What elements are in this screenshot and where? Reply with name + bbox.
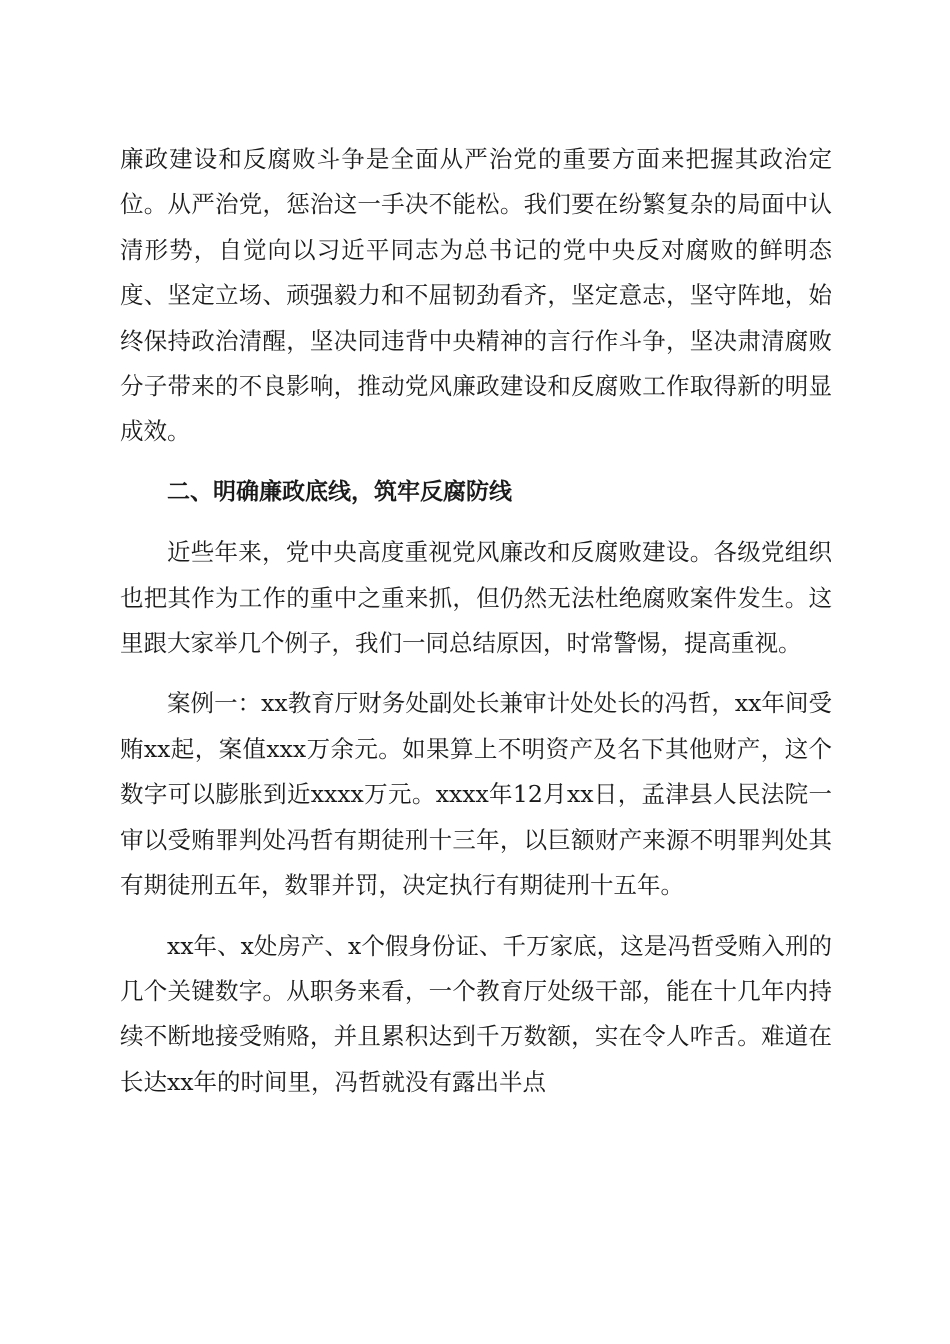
paragraph-spacer bbox=[120, 455, 832, 470]
paragraph-key-numbers: xx年、x处房产、x个假身份证、千万家底，这是冯哲受贿入刑的几个关键数字。从职务来看，一个教育厅处级干部，能在十几年内持续不断地接受贿赂，并且累积达到千万数额，实在令人咋舌。难道在长达xx年的时间里，冯哲就没有露出半点 bbox=[120, 931, 832, 1096]
section-heading-2: 二、明确廉政底线，筑牢反腐防线 bbox=[167, 478, 512, 505]
paragraph-spacer bbox=[120, 515, 832, 530]
paragraph-political-positioning: 廉政建设和反腐败斗争是全面从严治党的重要方面来把握其政治定位。从严治党，惩治这一手决不能松。我们要在纷繁复杂的局面中认清形势，自觉向以习近平同志为总书记的党中央反对腐败的鲜明态度、坚定立场、顽强毅力和不屈韧劲看齐，坚定意志，坚守阵地，始终保持政治清醒，坚决同违背中央精神的言行作斗争，坚决肃清腐败分子带来的不良影响，推动党风廉政建设和反腐败工作取得新的明显成效。 bbox=[120, 145, 832, 446]
paragraph-case-one: 案例一：xx教育厅财务处副处长兼审计处处长的冯哲，xx年间受贿xx起，案值xxx万余元。如果算上不明资产及名下其他财产，这个数字可以膨胀到近xxxx万元。xxxx年12月xx日，孟津县人民法院一审以受贿罪判处冯哲有期徒刑十三年，以巨额财产来源不明罪判处其有期徒刑五年，数罪并罚，决定执行有期徒刑十五年。 bbox=[120, 689, 832, 900]
paragraph-intro-cases: 近些年来，党中央高度重视党风廉改和反腐败建设。各级党组织也把其作为工作的重中之重来抓，但仍然无法杜绝腐败案件发生。这里跟大家举几个例子，我们一同总结原因，时常警惕，提高重视。 bbox=[120, 538, 832, 658]
paragraph-spacer bbox=[120, 666, 832, 681]
document-page bbox=[120, 137, 832, 1105]
paragraph-spacer bbox=[120, 909, 832, 924]
